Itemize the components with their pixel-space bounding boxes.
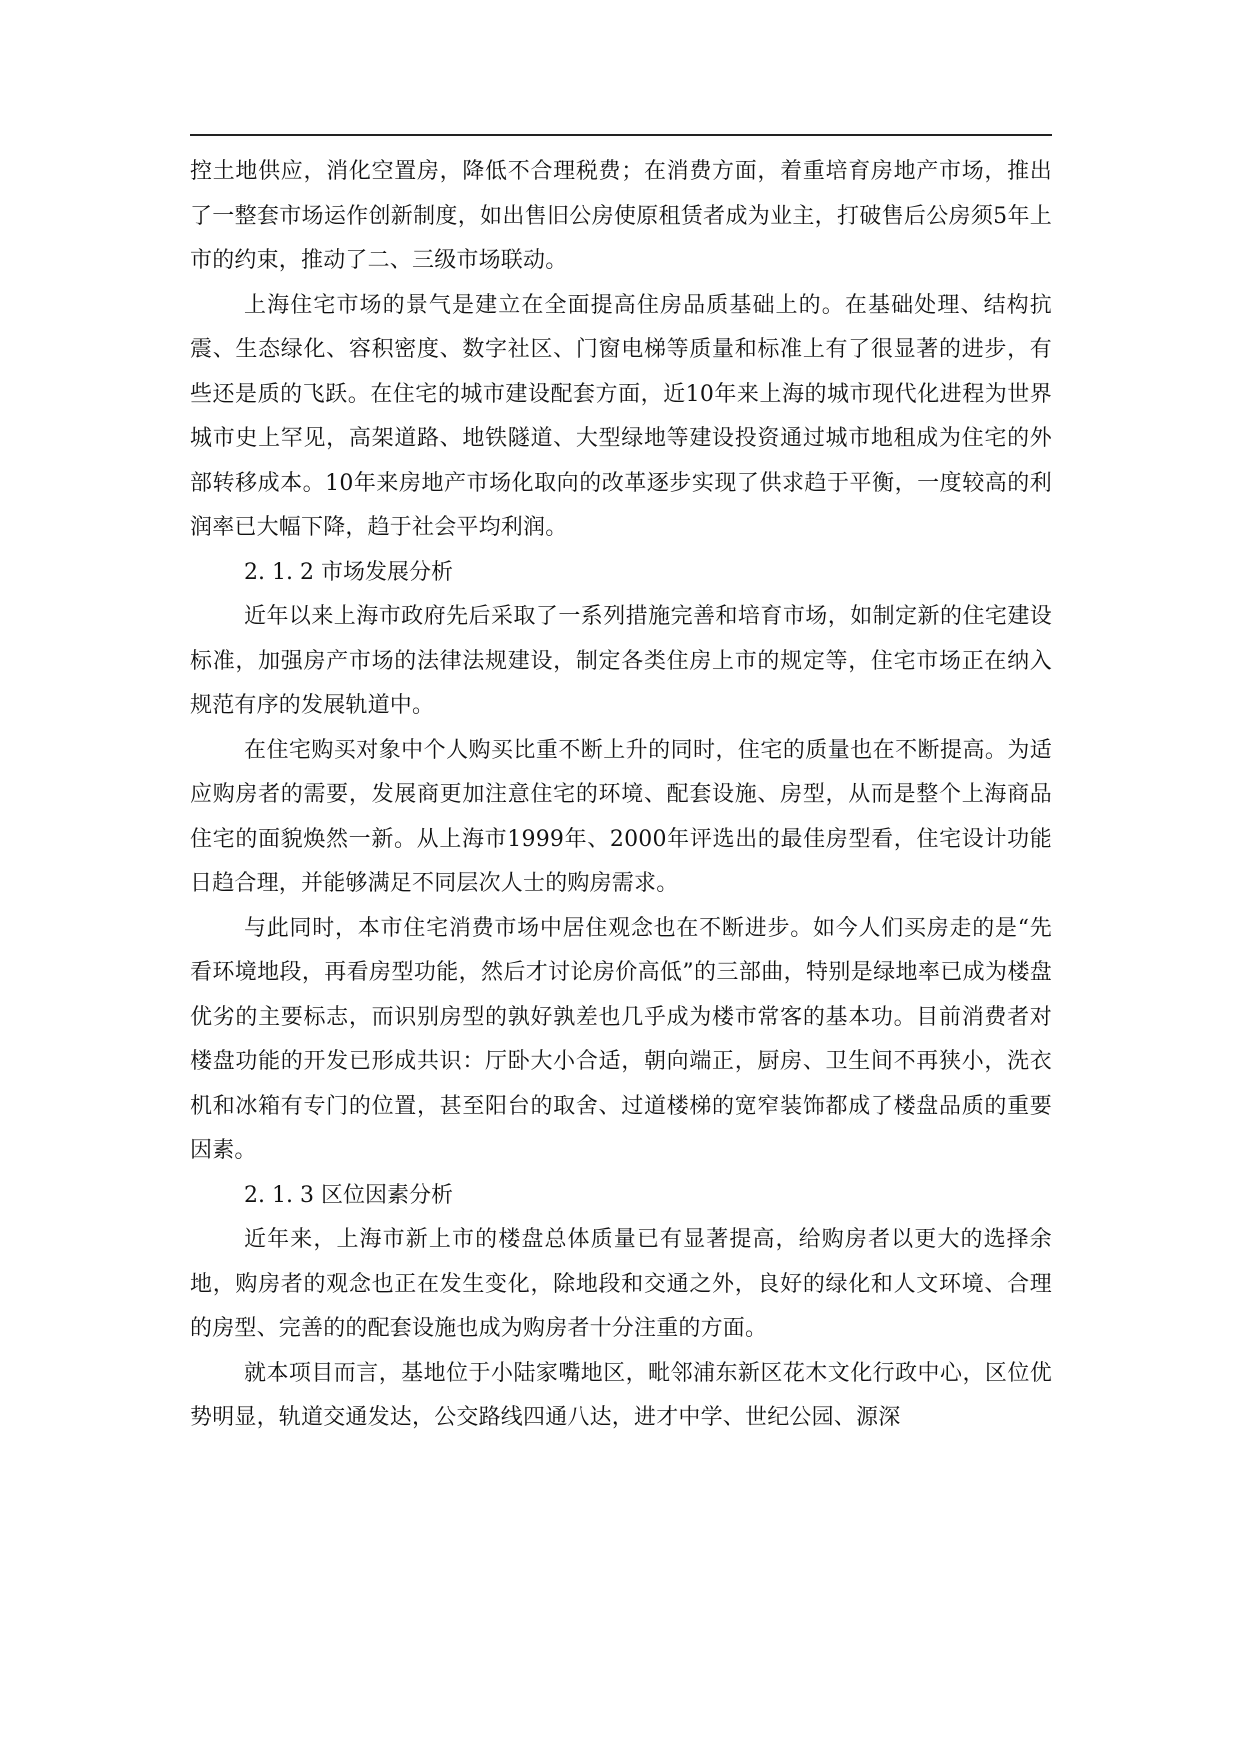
paragraph-continuation: 控土地供应，消化空置房，降低不合理税费；在消费方面，着重培育房地产市场，推出了一整套市场运作创新制度，如出售旧公房使原租赁者成为业主，打破售后公房须5年上市的约束，推动了二、三级市场联动。 (190, 159, 1052, 273)
paragraph: 就本项目而言，基地位于小陆家嘴地区，毗邻浦东新区花木文化行政中心，区位优势明显，轨道交通发达，公交路线四通八达，进才中学、世纪公园、源深 (190, 1360, 1052, 1430)
paragraph: 近年来，上海市新上市的楼盘总体质量已有显著提高，给购房者以更大的选择余地，购房者的观念也正在发生变化，除地段和交通之外，良好的绿化和人文环境、合理的房型、完善的的配套设施也成为购房者十分注重的方面。 (190, 1227, 1052, 1341)
paragraph: 在住宅购买对象中个人购买比重不断上升的同时，住宅的质量也在不断提高。为适应购房者的需要，发展商更加注意住宅的环境、配套设施、房型，从而是整个上海商品住宅的面貌焕然一新。从上海市1999年、2000年评选出的最佳房型看，住宅设计功能日趋合理，并能够满足不同层次人士的购房需求。 (190, 737, 1052, 896)
section-heading: 2. 1. 2 市场发展分析 (244, 559, 453, 585)
header-rule (190, 134, 1052, 136)
section-heading: 2. 1. 3 区位因素分析 (244, 1182, 453, 1208)
paragraph: 近年以来上海市政府先后采取了一系列措施完善和培育市场，如制定新的住宅建设标准，加强房产市场的法律法规建设，制定各类住房上市的规定等，住宅市场正在纳入规范有序的发展轨道中。 (190, 604, 1052, 718)
document-body (190, 150, 1052, 1441)
paragraph: 与此同时，本市住宅消费市场中居住观念也在不断进步。如今人们买房走的是“先看环境地段，再看房型功能，然后才讨论房价高低”的三部曲，特别是绿地率已成为楼盘优劣的主要标志，而识别房型的孰好孰差也几乎成为楼市常客的基本功。目前消费者对楼盘功能的开发已形成共识：厅卧大小合适，朝向端正，厨房、卫生间不再狭小，洗衣机和冰箱有专门的位置，甚至阳台的取舍、过道楼梯的宽窄装饰都成了楼盘品质的重要因素。 (190, 915, 1052, 1163)
paragraph: 上海住宅市场的景气是建立在全面提高住房品质基础上的。在基础处理、结构抗震、生态绿化、容积密度、数字社区、门窗电梯等质量和标准上有了很显著的进步，有些还是质的飞跃。在住宅的城市建设配套方面，近10年来上海的城市现代化进程为世界城市史上罕见，高架道路、地铁隧道、大型绿地等建设投资通过城市地租成为住宅的外部转移成本。10年来房地产市场化取向的改革逐步实现了供求趋于平衡，一度较高的利润率已大幅下降，趋于社会平均利润。 (190, 292, 1052, 540)
